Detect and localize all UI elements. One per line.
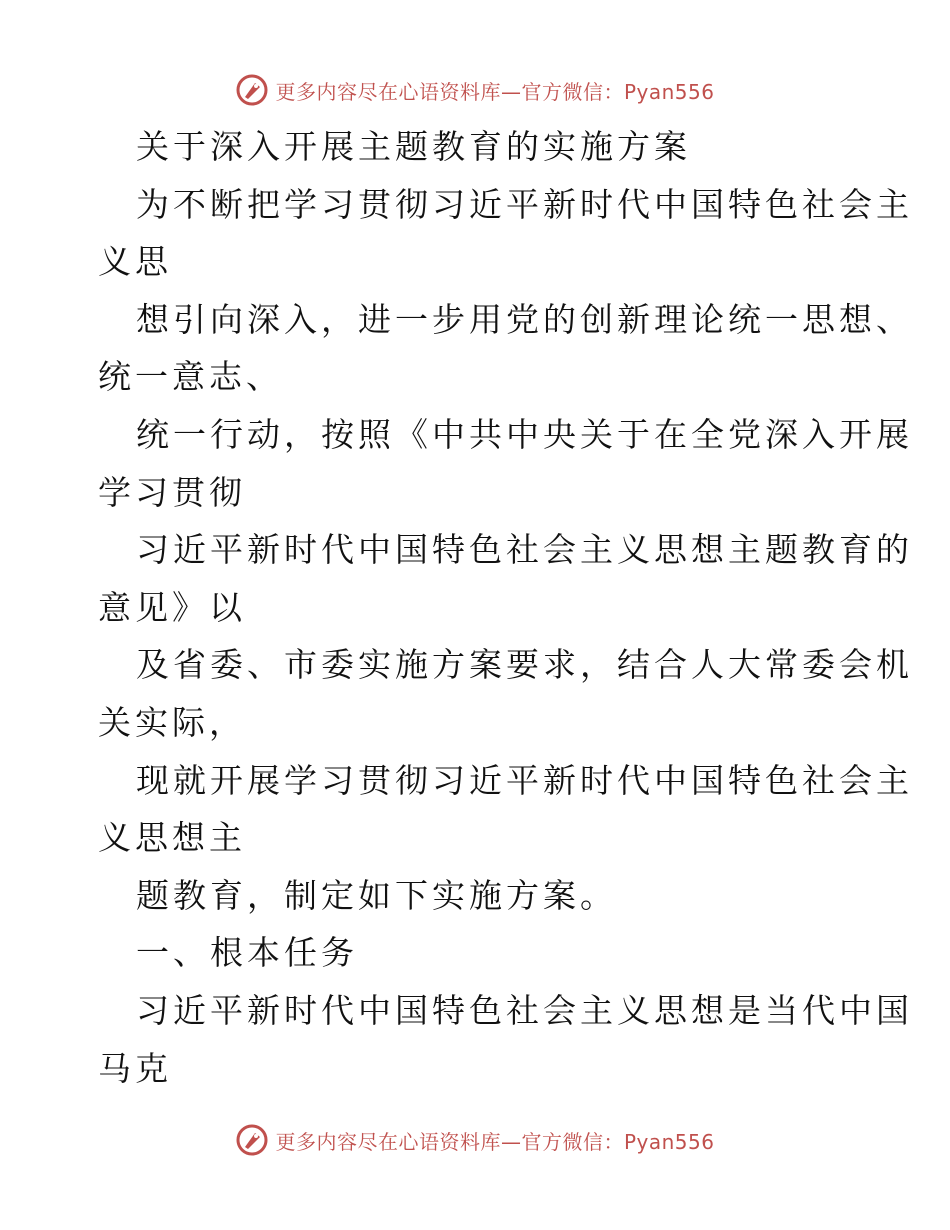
text-line: 义思 xyxy=(98,242,172,282)
pen-nib-icon xyxy=(235,1123,269,1157)
text-line: 习近平新时代中国特色社会主义思想是当代中国 xyxy=(136,990,913,1030)
watermark-text: 更多内容尽在心语资料库—官方微信：Pyan556 xyxy=(275,1129,715,1154)
document-body xyxy=(98,118,913,1097)
section-heading: 一、根本任务 xyxy=(136,933,358,973)
text-line: 现就开展学习贯彻习近平新时代中国特色社会主 xyxy=(136,760,913,800)
text-line: 题教育，制定如下实施方案。 xyxy=(136,875,617,915)
text-line: 习近平新时代中国特色社会主义思想主题教育的 xyxy=(136,530,913,570)
text-line: 马克 xyxy=(98,1048,172,1088)
text-line: 统一意志、 xyxy=(98,357,283,397)
document-title: 关于深入开展主题教育的实施方案 xyxy=(136,127,691,166)
text-line: 学习贯彻 xyxy=(98,472,246,512)
watermark-text: 更多内容尽在心语资料库—官方微信：Pyan556 xyxy=(275,79,715,104)
text-line: 及省委、市委实施方案要求，结合人大常委会机 xyxy=(136,645,913,685)
header-watermark xyxy=(0,70,950,110)
text-line: 统一行动，按照《中共中央关于在全党深入开展 xyxy=(136,414,913,454)
text-line: 想引向深入，进一步用党的创新理论统一思想、 xyxy=(136,299,913,339)
text-line: 意见》以 xyxy=(98,587,246,627)
text-line: 为不断把学习贯彻习近平新时代中国特色社会主 xyxy=(136,184,913,224)
footer-watermark xyxy=(0,1120,950,1160)
pen-nib-icon xyxy=(235,73,269,107)
text-line: 义思想主 xyxy=(98,818,246,858)
text-line: 关实际， xyxy=(98,702,246,742)
